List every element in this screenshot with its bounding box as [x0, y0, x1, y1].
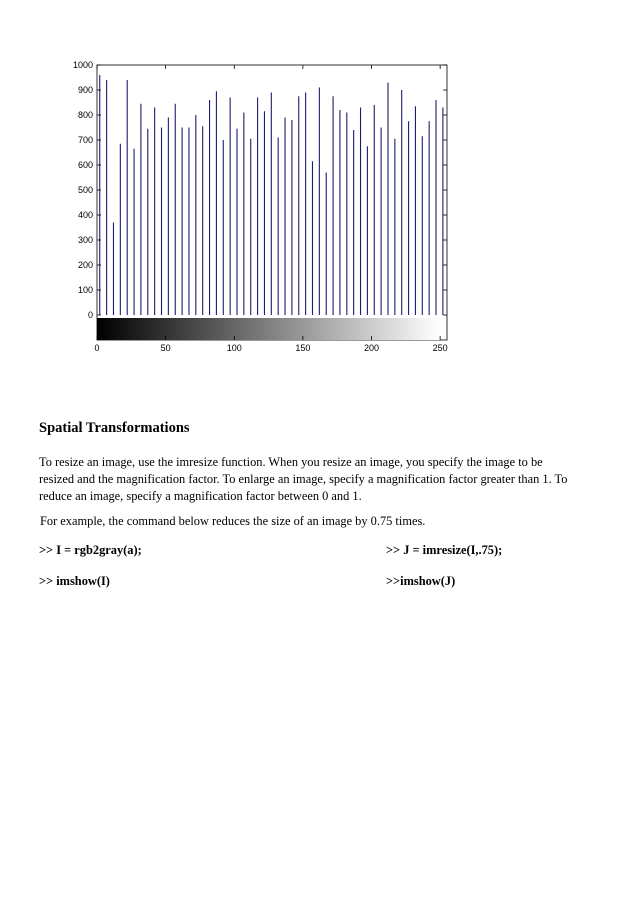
y-tick-label: 500	[77, 185, 93, 195]
y-tick-label: 800	[77, 110, 93, 120]
y-tick-label: 0	[87, 310, 93, 320]
code-imshow-j: >>imshow(J)	[386, 574, 456, 588]
paragraph-line: resized and the magnification factor. To enlarge an image, specify a magnification factor greater than 1. To	[39, 472, 568, 486]
y-tick-label: 400	[77, 210, 93, 220]
y-tick-label: 900	[77, 85, 93, 95]
y-tick-label: 700	[77, 135, 93, 145]
code-rgb2gray: >> I = rgb2gray(a);	[39, 543, 142, 557]
example-paragraph: For example, the command below reduces the size of an image by 0.75 times.	[40, 514, 426, 528]
y-tick-label: 200	[77, 260, 93, 270]
x-tick-label: 0	[94, 343, 100, 353]
x-tick-label: 50	[160, 343, 171, 353]
histogram-chart	[0, 0, 638, 370]
y-tick-label: 600	[77, 160, 93, 170]
section-heading: Spatial Transformations	[39, 420, 190, 436]
paragraph-line: To resize an image, use the imresize function. When you resize an image, you specify the image to be	[39, 455, 543, 469]
y-tick-label: 300	[77, 235, 93, 245]
resize-description-paragraph	[39, 454, 567, 505]
x-tick-label: 200	[363, 343, 380, 353]
grayscale-colorbar	[97, 318, 440, 340]
code-imshow-i: >> imshow(I)	[39, 574, 110, 588]
y-tick-label: 100	[77, 285, 93, 295]
x-tick-label: 150	[295, 343, 311, 353]
paragraph-line: reduce an image, specify a magnification factor between 0 and 1.	[39, 489, 362, 503]
y-tick-label: 1000	[72, 60, 93, 70]
code-imresize: >> J = imresize(I,.75);	[386, 543, 503, 557]
x-tick-label: 100	[226, 343, 242, 353]
x-tick-label: 250	[432, 343, 448, 353]
